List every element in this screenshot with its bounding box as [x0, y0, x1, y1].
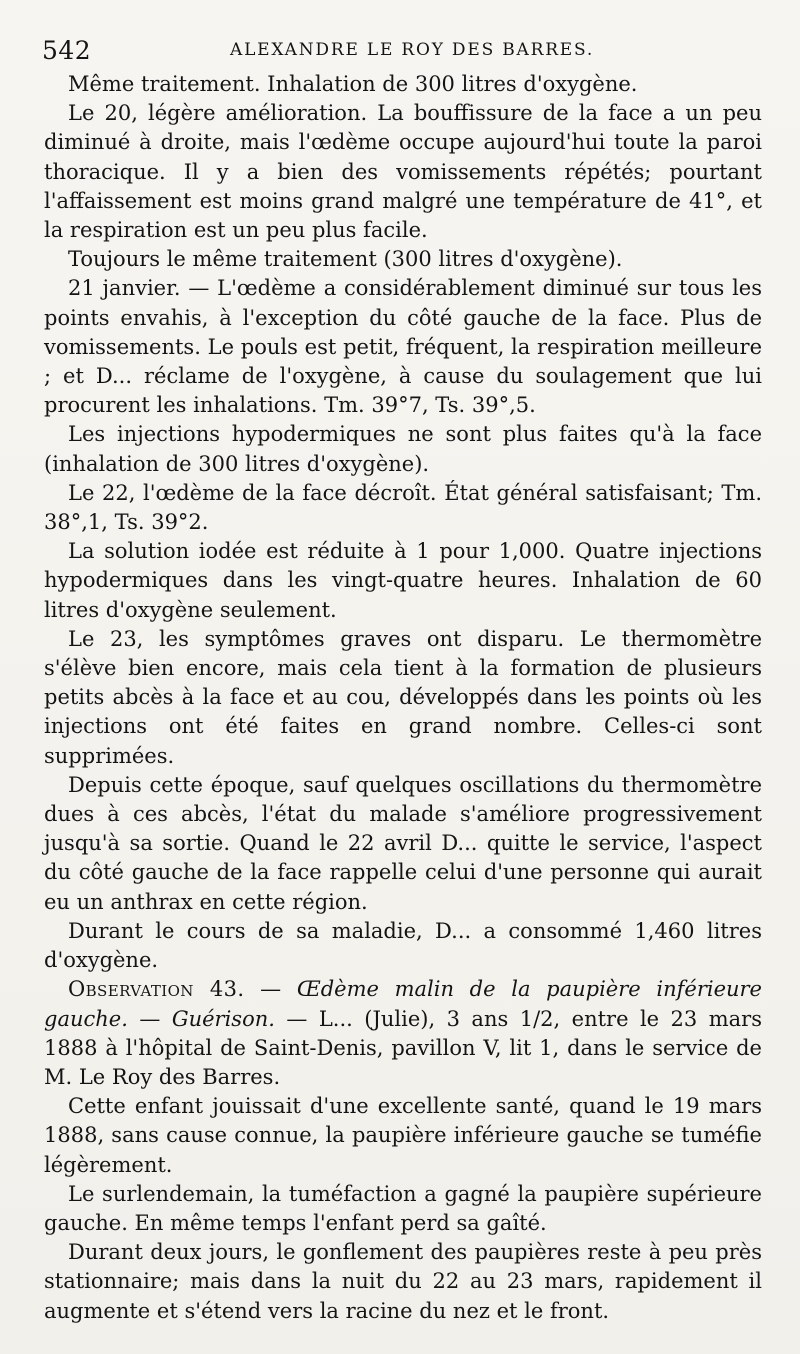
observation-outcome: Guérison.	[171, 1006, 275, 1031]
observation-dash-2: —	[127, 1006, 172, 1031]
paragraph-7: La solution iodée est réduite à 1 pour 1,000. Quatre injections hypodermiques dans les vingt-quatre heures. Inhalation de 60 litres d'oxygène seulement.	[44, 539, 762, 622]
running-head	[42, 36, 762, 66]
paragraph-4: 21 janvier. — L'œdème a considérablement diminué sur tous les points envahis, à l'exception du côté gauche de la face. Plus de vomissements. Le pouls est petit, fréquent, la respiration meilleure ; et D... réclame de l'oxygène, à cause du soulagement que lui procurent les inhalations. Tm. 39°7, Ts. 39°,5.	[44, 276, 762, 418]
paragraph-1: Même traitement. Inhalation de 300 litres d'oxygène.	[68, 72, 638, 96]
paragraph-8: Le 23, les symptômes graves ont disparu. Le thermomètre s'élève bien encore, mais cela tient à la formation de plusieurs petits abcès à la face et au cou, développés dans les points où les injections ont été faites en grand nombre. Celles-ci sont supprimées.	[44, 626, 762, 768]
paragraph-5: Les injections hypodermiques ne sont plus faites qu'à la face (inhalation de 300 litres d'oxygène).	[44, 422, 762, 476]
paragraph-12: Le surlendemain, la tuméfaction a gagné la paupière supérieure gauche. En même temps l'enfant perd sa gaîté.	[44, 1181, 762, 1235]
page-body	[44, 70, 762, 1326]
observation-details: — L... (Julie), 3 ans 1/2, entre le 23 mars 1888 à l'hôpital de Saint-Denis, pavillon V, lit 1, dans le service de M. Le Roy des Barres.	[44, 1006, 762, 1089]
paragraph-2: Le 20, légère amélioration. La bouffissure de la face a un peu diminué à droite, mais l'œdème occupe aujourd'hui toute la paroi thoracique. Il y a bien des vomissements répétés; pourtant l'affaissement est moins grand malgré une température de 41°, et la respiration est un peu plus facile.	[44, 101, 762, 243]
paragraph-13: Durant deux jours, le gonflement des paupières reste à peu près stationnaire; mais dans la nuit du 22 au 23 mars, rapidement il augmente et s'étend vers la racine du nez et le front.	[44, 1240, 762, 1323]
observation-dash-1: —	[244, 977, 297, 1002]
observation-label: Observation 43.	[68, 977, 245, 1002]
paragraph-3: Toujours le même traitement (300 litres d'oxygène).	[68, 247, 623, 272]
page-number: 542	[42, 36, 92, 65]
paragraph-10: Durant le cours de sa maladie, D... a consommé 1,460 litres d'oxygène.	[44, 918, 762, 973]
paragraph-11: Cette enfant jouissait d'une excellente santé, quand le 19 mars 1888, sans cause connue, la paupière inférieure gauche se tuméfie légèrement.	[44, 1094, 762, 1177]
running-title: ALEXANDRE LE ROY DES BARRES.	[230, 40, 595, 60]
observation-title: Œdème malin de la paupière inférieure gauche.	[44, 977, 762, 1031]
paragraph-9: Depuis cette époque, sauf quelques oscillations du thermomètre dues à ces abcès, l'état du malade s'améliore progressivement jusqu'à sa sortie. Quand le 22 avril D... quitte le service, l'aspect du côté gauche de la face rappelle celui d'une personne qui aurait eu un anthrax en cette région.	[44, 772, 762, 914]
observation-paragraph	[44, 975, 762, 1092]
paragraph-6: Le 22, l'œdème de la face décroît. État général satisfaisant; Tm. 38°,1, Ts. 39°2.	[44, 480, 762, 535]
